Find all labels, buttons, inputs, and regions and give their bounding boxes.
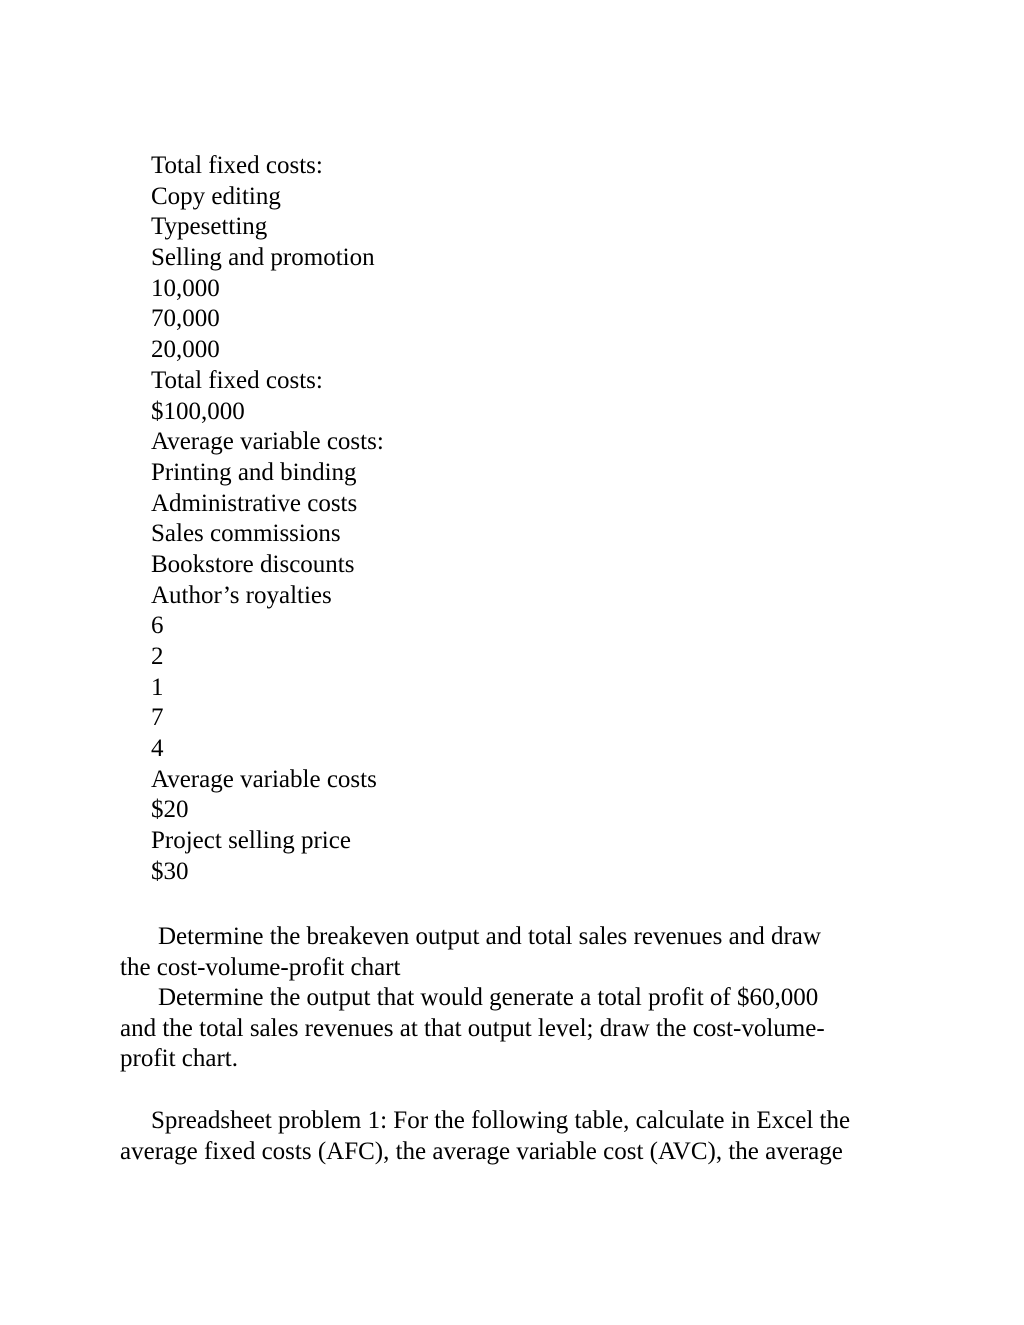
list-item: Average variable costs xyxy=(151,765,377,793)
profit-target-question xyxy=(120,983,920,1075)
list-item: Administrative costs xyxy=(151,489,358,517)
list-item: 1 xyxy=(151,673,164,701)
paragraph-line: Determine the breakeven output and total sales revenues and draw xyxy=(158,923,821,950)
list-item: $20 xyxy=(151,796,189,824)
list-item: $30 xyxy=(151,857,189,885)
list-item: 4 xyxy=(151,735,164,763)
list-item: 6 xyxy=(151,612,164,640)
list-item: Total fixed costs: xyxy=(151,366,323,394)
paragraph-line: Spreadsheet problem 1: For the following table, calculate in Excel the xyxy=(151,1107,851,1134)
paragraph-line: profit chart. xyxy=(120,1045,239,1073)
cost-data-list xyxy=(151,151,384,888)
list-item: Bookstore discounts xyxy=(151,550,355,578)
list-item: 10,000 xyxy=(151,274,220,302)
list-item: 2 xyxy=(151,643,164,670)
list-item: Typesetting xyxy=(151,213,268,241)
breakeven-question xyxy=(120,922,920,983)
list-item: Average variable costs: xyxy=(151,428,384,456)
list-item: Copy editing xyxy=(151,182,281,210)
paragraph-line: average fixed costs (AFC), the average variable cost (AVC), the average xyxy=(120,1137,843,1165)
paragraph-line: the cost-volume-profit chart xyxy=(120,953,401,981)
list-item: $100,000 xyxy=(151,397,245,425)
spreadsheet-problem xyxy=(120,1106,920,1167)
paragraph-line: and the total sales revenues at that output level; draw the cost-volume- xyxy=(120,1014,825,1042)
paragraph-line: Determine the output that would generate a total profit of $60,000 xyxy=(158,984,819,1011)
list-item: Printing and binding xyxy=(151,458,357,486)
list-item: Selling and promotion xyxy=(151,244,375,272)
list-item: 20,000 xyxy=(151,336,220,364)
list-item: 70,000 xyxy=(151,305,220,333)
list-item: Author’s royalties xyxy=(151,581,332,609)
list-item: Sales commissions xyxy=(151,520,341,548)
list-item: 7 xyxy=(151,704,164,732)
list-item: Project selling price xyxy=(151,827,351,855)
list-item: Total fixed costs: xyxy=(151,152,323,179)
